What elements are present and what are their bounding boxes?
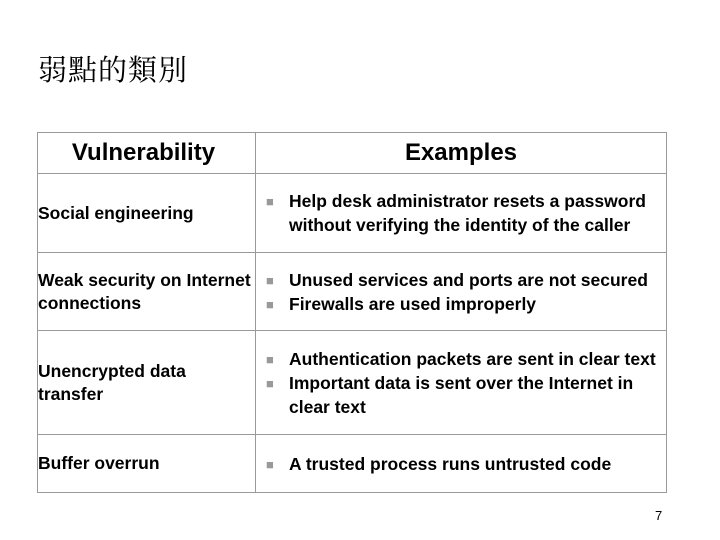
example-item: ■ Important data is sent over the Internet in clear text bbox=[266, 372, 634, 417]
header-vulnerability: Vulnerability bbox=[38, 133, 256, 174]
table-row bbox=[38, 331, 667, 435]
examples-cell bbox=[256, 435, 667, 493]
square-bullet-icon: ■ bbox=[266, 296, 274, 312]
example-item: ■ Unused services and ports are not secured bbox=[266, 268, 660, 292]
square-bullet-icon: ■ bbox=[266, 456, 274, 472]
vulnerability-cell: Weak security on Internet connections bbox=[38, 253, 256, 331]
slide-title: 弱點的類別 bbox=[38, 53, 189, 87]
example-item: ■ Help desk administrator resets a password without verifying the identity of the caller bbox=[266, 191, 646, 235]
table-row bbox=[38, 174, 667, 253]
square-bullet-icon: ■ bbox=[266, 194, 274, 209]
examples-cell bbox=[256, 331, 667, 435]
page-number: 7 bbox=[655, 508, 663, 523]
header-examples: Examples bbox=[256, 133, 667, 174]
examples-cell bbox=[256, 253, 667, 331]
example-item: ■ A trusted process runs untrusted code bbox=[266, 452, 660, 476]
example-item: ■ Authentication packets are sent in clear text bbox=[266, 347, 660, 371]
square-bullet-icon: ■ bbox=[266, 272, 274, 288]
table-row bbox=[38, 435, 667, 493]
example-item: ■ Firewalls are used improperly bbox=[266, 292, 660, 316]
vulnerability-table bbox=[37, 132, 667, 493]
square-bullet-icon: ■ bbox=[266, 375, 274, 391]
square-bullet-icon: ■ bbox=[266, 351, 274, 367]
vulnerability-cell: Buffer overrun bbox=[38, 435, 256, 493]
examples-cell bbox=[256, 174, 667, 253]
table-row bbox=[38, 253, 667, 331]
table-header-row bbox=[38, 133, 667, 174]
vulnerability-cell: Unencrypted data transfer bbox=[38, 331, 256, 435]
vulnerability-cell: Social engineering bbox=[38, 174, 256, 253]
